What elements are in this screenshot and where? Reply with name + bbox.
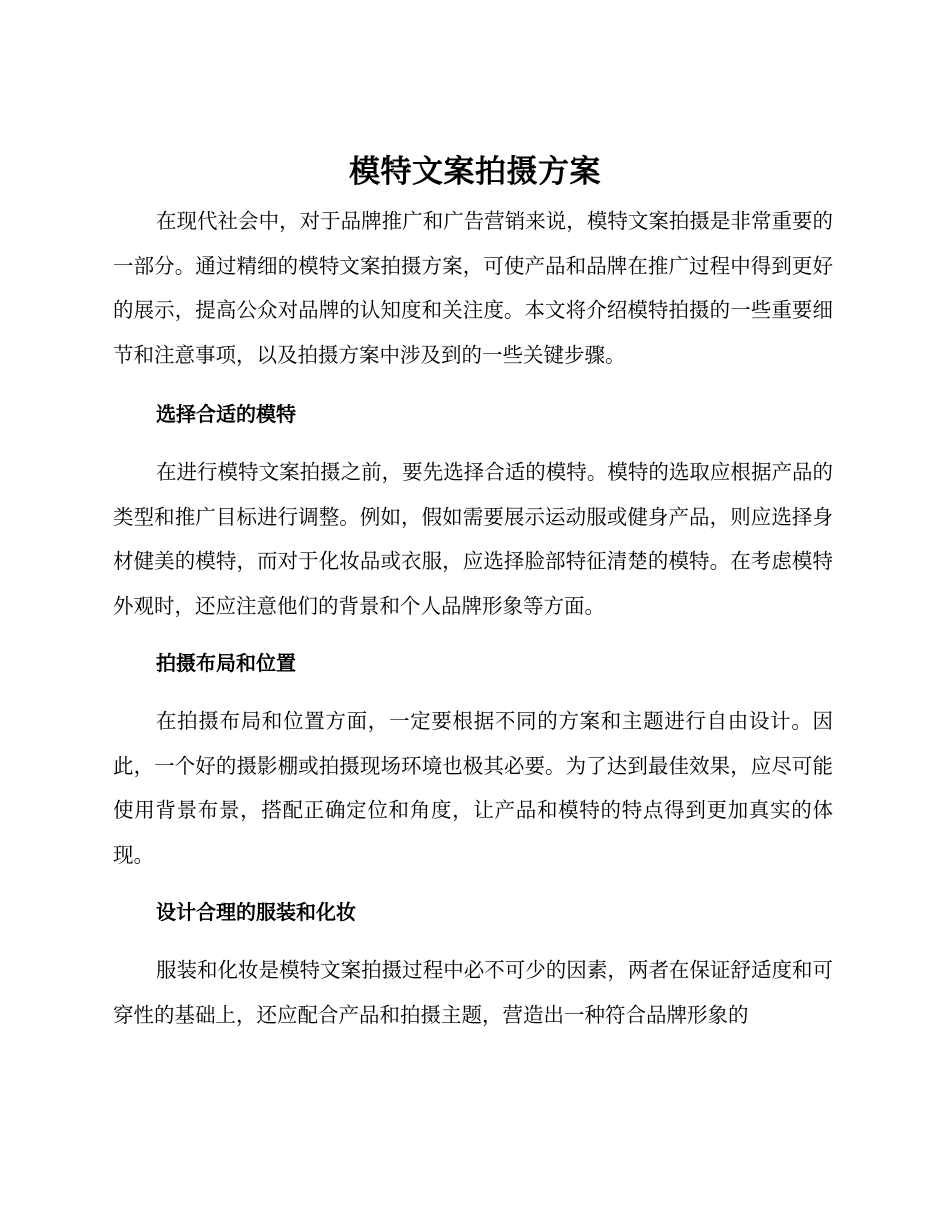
section-body-layout-location: 在拍摄布局和位置方面，一定要根据不同的方案和主题进行自由设计。因此，一个好的摄影棚或拍摄现场环境也极其必要。为了达到最佳效果，应尽可能使用背景布景，搭配正确定位和角度，让产品和模特的特点得到更加真实的体现。: [113, 709, 833, 867]
section-body-costume-makeup: 服装和化妆是模特文案拍摄过程中必不可少的因素，两者在保证舒适度和可穿性的基础上，还应配合产品和拍摄主题，营造出一种符合品牌形象的: [113, 958, 833, 1027]
section-heading-choose-model: 选择合适的模特: [156, 402, 296, 426]
section-heading-costume-makeup: 设计合理的服装和化妆: [156, 900, 356, 924]
intro-paragraph: 在现代社会中，对于品牌推广和广告营销来说，模特文案拍摄是非常重要的一部分。通过精细的模特文案拍摄方案，可使产品和品牌在推广过程中得到更好的展示，提高公众对品牌的认知度和关注度。本文将介绍模特拍摄的一些重要细节和注意事项，以及拍摄方案中涉及到的一些关键步骤。: [113, 209, 833, 367]
section-body-choose-model: 在进行模特文案拍摄之前，要先选择合适的模特。模特的选取应根据产品的类型和推广目标进行调整。例如，假如需要展示运动服或健身产品，则应选择身材健美的模特，而对于化妆品或衣服，应选择脸部特征清楚的模特。在考虑模特外观时，还应注意他们的背景和个人品牌形象等方面。: [113, 460, 833, 618]
section-heading-layout-location: 拍摄布局和位置: [156, 651, 296, 675]
document-title: 模特文案拍摄方案: [349, 154, 601, 190]
